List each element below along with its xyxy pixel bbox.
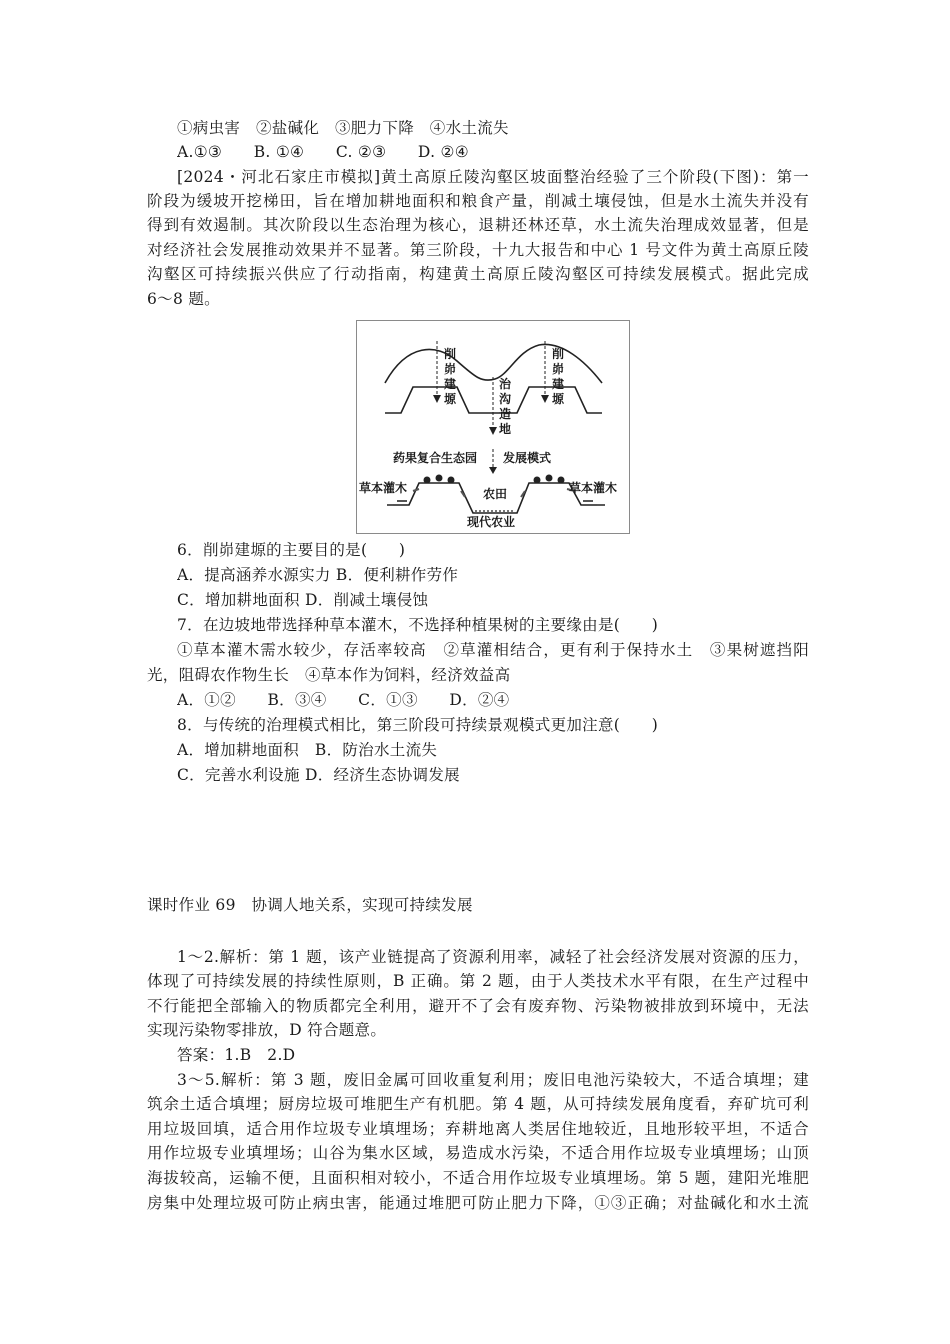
question-line: A．①② B．③④ C．①③ D．②④ bbox=[177, 691, 510, 709]
question-line: A．提高涵养水源实力 B．便利耕作劳作 bbox=[177, 566, 459, 584]
passage-line: 对经济社会发展推动效果并不显著。第三阶段，十九大报告和中心 1 号文件为黄土高原丘陵 bbox=[147, 241, 809, 259]
question-line: 光，阻碍农作物生长 ④草本作为饲料，经济效益高 bbox=[147, 666, 511, 684]
cut-arrowhead-right bbox=[541, 395, 549, 403]
label-grass-left: 草本灌木 bbox=[359, 481, 408, 495]
label-farmland: 农田 bbox=[483, 487, 508, 501]
passage-line: [2024・河北石家庄市模拟]黄土高原丘陵沟壑区坡面整治经验了三个阶段(下图)：第一 bbox=[177, 168, 809, 186]
label-grass-right: 草本灌木 bbox=[569, 481, 618, 495]
answer-section-title: 课时作业 69 协调人地关系，实现可持续发展 bbox=[147, 896, 473, 914]
label-modern: 现代农业 bbox=[467, 515, 516, 529]
label-cut-left: 削峁建塬 bbox=[443, 347, 456, 406]
answer-line: 房集中处理垃圾可防止病虫害，能通过堆肥可防止肥力下降，①③正确；对盐碱化和水土流 bbox=[147, 1194, 809, 1212]
answer-line: 体现了可持续发展的持续性原则，B 正确。第 2 题，由于人类技术水平有限，在生产过程中 bbox=[147, 972, 809, 990]
cut-arrowhead-left bbox=[433, 395, 441, 403]
answer-line: 海拔较高，运输不便，且面积相对较小，不适合用作垃圾专业填埋场。第 5 题，建阳光堆肥 bbox=[147, 1169, 809, 1187]
left-shrub-hatch bbox=[393, 501, 407, 505]
terrain-diagram-drawing bbox=[357, 321, 629, 533]
orchard-trees-right bbox=[534, 475, 565, 484]
question-line: 8．与传统的治理模式相比，第三阶段可持续景观模式更加注意( ) bbox=[177, 716, 659, 734]
answer-line: 用作垃圾专业填埋场；山谷为集水区域，易造成水污染，不适合用作垃圾专业填埋场；山顶 bbox=[147, 1144, 809, 1162]
answer-line: 答案：1.B 2.D bbox=[177, 1046, 296, 1064]
label-gully: 治沟造地 bbox=[498, 377, 511, 436]
question-line: 7．在边坡地带选择种草本灌木，不选择种植果树的主要缘由是( ) bbox=[177, 616, 659, 634]
question-line: ①草本灌木需水较少，存活率较高 ②草灌相结合，更有利于保持水土 ③果树遮挡阳 bbox=[177, 641, 809, 659]
mode-arrowhead bbox=[489, 467, 497, 474]
passage-line: 得到有效遏制。其次阶段以生态治理为核心，退耕还林还草，水土流失治理成效显著，但是 bbox=[147, 216, 809, 234]
right-shrub-hatch bbox=[583, 501, 597, 505]
passage-line: 6～8 题。 bbox=[147, 290, 220, 308]
answer-line: 实现污染物零排放，D 符合题意。 bbox=[147, 1021, 387, 1039]
answer-line: 不行能把全部输入的物质都完全利用，避开不了会有废弃物、污染物被排放到环境中，无法 bbox=[147, 997, 809, 1015]
gully-arrowhead bbox=[489, 427, 497, 435]
question-line: A．增加耕地面积 B．防治水土流失 bbox=[177, 741, 438, 759]
answer-line: 1～2.解析：第 1 题，该产业链提高了资源利用率，减轻了社会经济发展对资源的压力， bbox=[177, 948, 809, 966]
q5-choices: A.①③ B. ①④ C. ②③ D. ②④ bbox=[177, 143, 469, 161]
question-line: C．增加耕地面积 D．削减土壤侵蚀 bbox=[177, 591, 429, 609]
label-mode: 发展模式 bbox=[503, 451, 552, 465]
q5-options-statement: ①病虫害 ②盐碱化 ③肥力下降 ④水土流失 bbox=[177, 119, 509, 137]
passage-line: 沟壑区可持续振兴供应了行动指南，构建黄土高原丘陵沟壑区可持续发展模式。据此完成 bbox=[147, 265, 809, 283]
answer-line: 用垃圾回填，适合用作垃圾专业填埋场；弃耕地离人类居住地较近，且地形较平坦，不适合 bbox=[147, 1120, 809, 1138]
question-line: 6．削峁建塬的主要目的是( ) bbox=[177, 541, 406, 559]
label-cut-right: 削峁建塬 bbox=[551, 347, 564, 406]
orchard-trees-left bbox=[424, 475, 455, 484]
answer-line: 筑余土适合填埋；厨房垃圾可堆肥生产有机肥。第 4 题，从可持续发展角度看，弃矿坑可利 bbox=[147, 1095, 809, 1113]
label-orchard: 药果复合生态园 bbox=[393, 451, 478, 465]
question-line: C．完善水利设施 D．经济生态协调发展 bbox=[177, 766, 460, 784]
answer-line: 3～5.解析：第 3 题，废旧金属可回收重复利用；废旧电池污染较大，不适合填埋；建 bbox=[177, 1071, 809, 1089]
terrain-diagram bbox=[356, 320, 630, 534]
passage-line: 阶段为缓坡开挖梯田，旨在增加耕地面积和粮食产量，削减土壤侵蚀，但是水土流失并没有 bbox=[147, 192, 809, 210]
